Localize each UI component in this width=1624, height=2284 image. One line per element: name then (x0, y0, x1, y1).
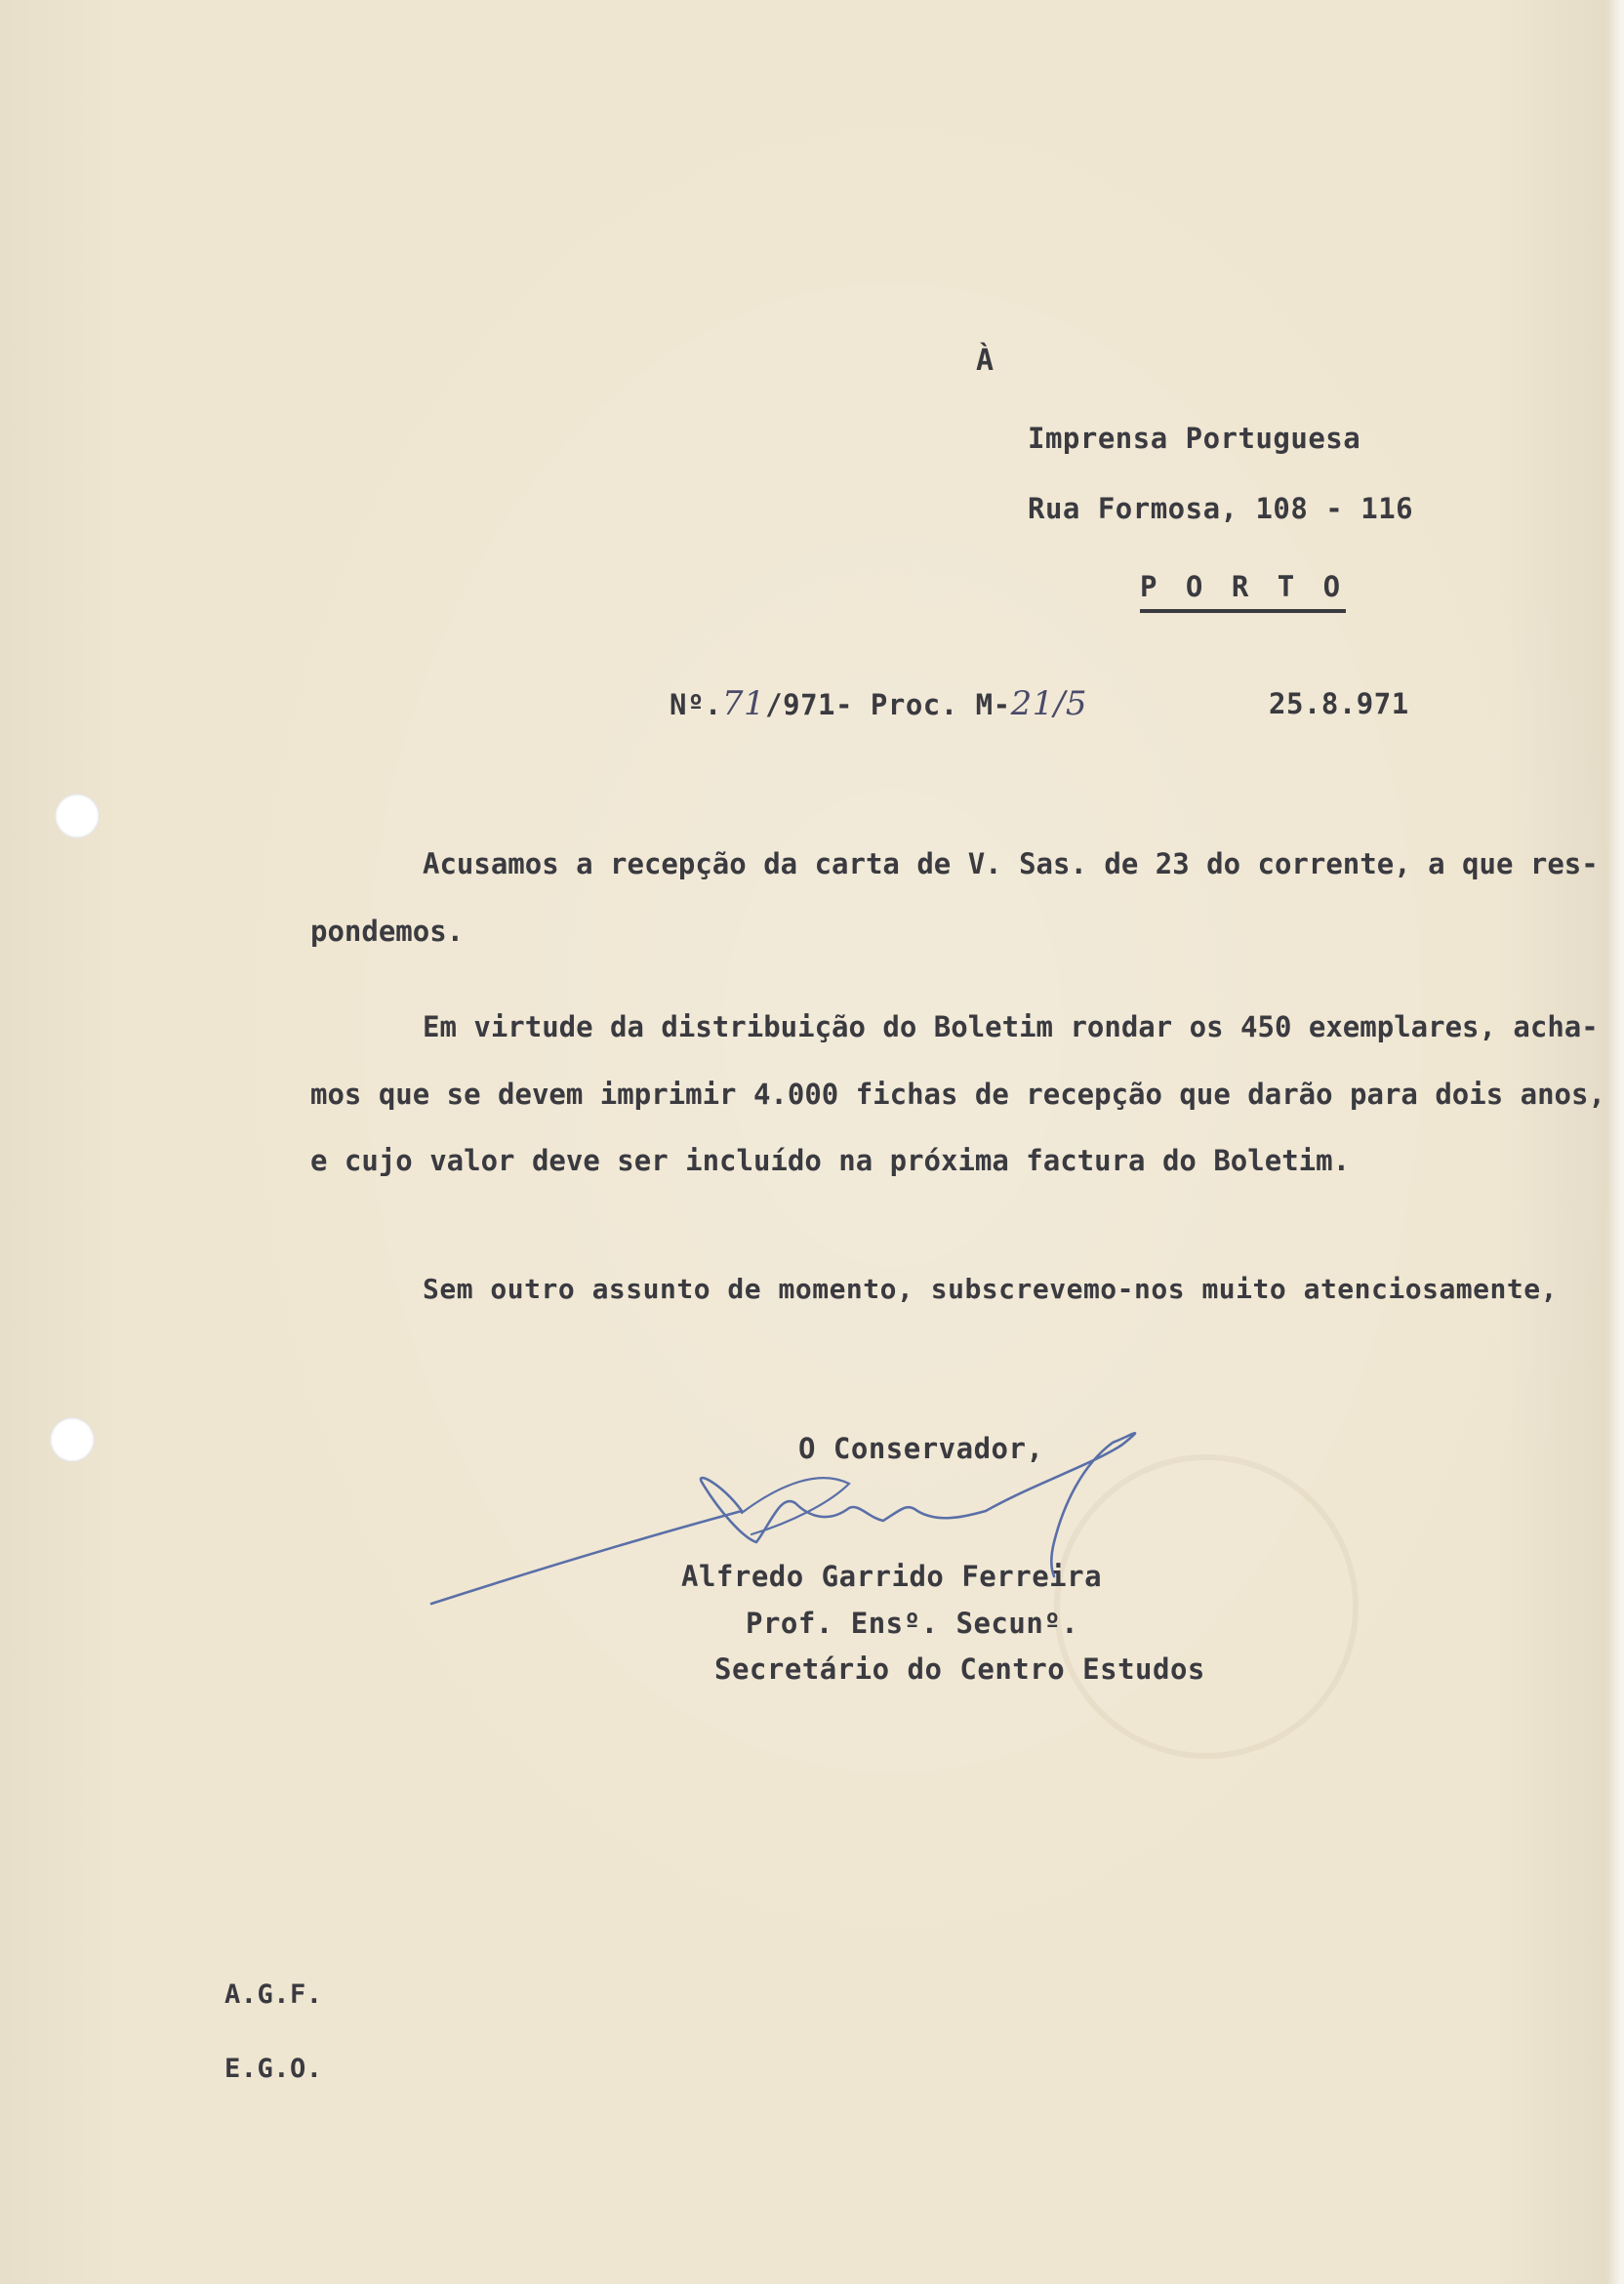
punch-hole-top (55, 794, 100, 838)
letter-date: 25.8.971 (1269, 687, 1409, 720)
page-edge (1606, 0, 1624, 2284)
signatory-role-2: Secretário do Centro Estudos (714, 1652, 1205, 1686)
paragraph-2-line-3: e cujo valor deve ser incluído na próxima factura do Boletim. (310, 1144, 1351, 1177)
salutation-mark: À (976, 344, 995, 378)
recipient-name: Imprensa Portuguesa (1028, 422, 1361, 455)
reference-proc-code: 21/5 (1010, 684, 1087, 723)
recipient-street: Rua Formosa, 108 - 116 (1028, 492, 1414, 525)
paragraph-1-line-1: Acusamos a recepção da carta de V. Sas. de 23 do corrente, a que res- (423, 847, 1599, 880)
reference-number: 71 (721, 684, 766, 723)
faded-stamp (1054, 1454, 1359, 1759)
paragraph-2-line-1: Em virtude da distribuição do Boletim rondar os 450 exemplares, acha- (423, 1010, 1599, 1043)
reference-line (670, 684, 1087, 723)
signatory-role-1: Prof. Ensº. Secunº. (746, 1607, 1079, 1640)
paragraph-1-line-2: pondemos. (310, 915, 465, 948)
paragraph-2-line-2: mos que se devem imprimir 4.000 fichas de recepção que darão para dois anos, (310, 1078, 1605, 1111)
initials-line-2: E.G.O. (224, 2054, 323, 2084)
reference-prefix: Nº. (670, 688, 722, 721)
paragraph-3: Sem outro assunto de momento, subscrevemo-nos muito atenciosamente, (423, 1273, 1558, 1305)
closing-title: O Conservador, (798, 1432, 1044, 1465)
punch-hole-bottom (50, 1417, 95, 1462)
signatory-name: Alfredo Garrido Ferreira (681, 1560, 1103, 1593)
reference-year-proc: /971- Proc. M- (765, 688, 1011, 721)
signature-stroke-loop (742, 1478, 849, 1534)
recipient-city: P O R T O (1140, 570, 1346, 613)
initials-line-1: A.G.F. (224, 1979, 323, 2010)
